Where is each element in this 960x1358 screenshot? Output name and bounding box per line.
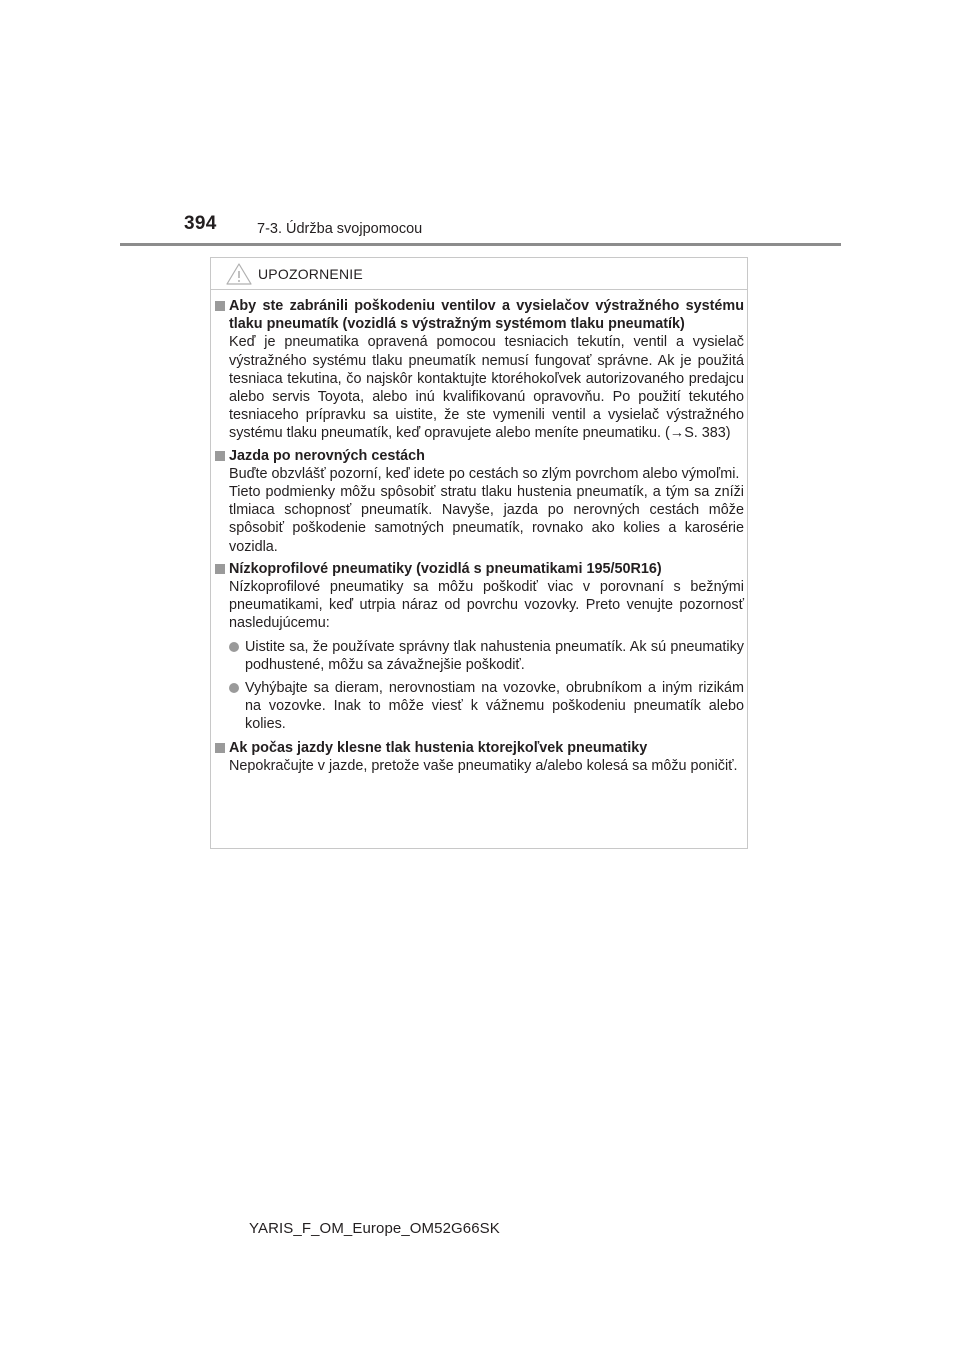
square-bullet-icon — [215, 743, 225, 753]
item-heading — [214, 447, 744, 465]
warning-triangle-icon — [225, 262, 253, 286]
section-title: 7-3. Údržba svojpomocou — [257, 221, 423, 237]
warning-header — [225, 261, 363, 287]
item-body: Keď je pneumatika opravená pomocou tesniacich tekutín, ventil a vysielač výstražného systému tlaku pneumatík nemusí fungovať správne. Ak je použitá tesniaca tekutina, čo najskôr kontaktujte ktoréhokoľvek autorizovaného predajcu alebo servis Toyota, alebo inú kvalifikovanú opravovňu. Po použití tekutého tesniaceho prípravku sa uistite, že ste vymenili ventil a vysielač výstražného systému tlaku pneumatík, keď opravujete alebo meníte pneumatiku. (→S. 383) — [229, 334, 744, 442]
warning-box — [210, 257, 748, 849]
warning-item-pressure-drop — [214, 739, 744, 775]
round-bullet-icon — [229, 683, 239, 693]
item-body: Nepokračujte v jazde, pretože vaše pneumatiky a/alebo kolesá sa môžu poničiť. — [229, 757, 738, 774]
item-heading-text: Jazda po nerovných cestách — [229, 447, 425, 464]
item-heading — [214, 297, 744, 333]
item-heading-text: Ak počas jazdy klesne tlak hustenia ktorejkoľvek pneumatiky — [229, 739, 648, 756]
item-body: Buďte obzvlášť pozorní, keď idete po cestách so zlým povrchom alebo výmoľmi. Tieto podmienky môžu spôsobiť stratu tlaku hustenia pneumatík, a tým sa zníži tlmiaca schopnosť pneumatík. Navyše, jazda po nerovných cestách môže spôsobiť poškodenie samotných pneumatík, rovnako ako kolies a karosérie vozidla. — [229, 465, 744, 555]
sub-list-item — [229, 638, 744, 674]
footer-doc-code: YARIS_F_OM_Europe_OM52G66SK — [249, 1220, 500, 1237]
square-bullet-icon — [215, 451, 225, 461]
sub-list-item — [229, 679, 744, 734]
warning-item-low-profile — [214, 560, 744, 734]
sub-list — [214, 638, 744, 734]
sub-item-text: Uistite sa, že používate správny tlak nahustenia pneumatík. Ak sú pneumatiky podhustené, môžu sa závažnejšie poškodiť. — [245, 638, 744, 673]
item-heading — [214, 739, 744, 757]
page-number: 394 — [184, 213, 217, 234]
warning-item-rough-roads — [214, 447, 744, 556]
warning-content — [214, 297, 744, 779]
round-bullet-icon — [229, 642, 239, 652]
warning-divider — [211, 289, 747, 290]
header-rule — [120, 243, 841, 246]
sub-item-text: Vyhýbajte sa dieram, nerovnostiam na vozovke, obrubníkom a iným rizikám na vozovke. Inak to môže viesť k vážnemu poškodeniu pneumatík alebo kolies. — [245, 680, 744, 733]
item-heading-text: Nízkoprofilové pneumatiky (vozidlá s pneumatikami 195/50R16) — [229, 560, 662, 577]
warning-item-valves — [214, 297, 744, 443]
square-bullet-icon — [215, 564, 225, 574]
item-heading-text: Aby ste zabránili poškodeniu ventilov a vysielačov výstražného systému tlaku pneumatík (vozidlá s výstražným systémom tlaku pneumatík) — [229, 298, 744, 333]
square-bullet-icon — [215, 301, 225, 311]
warning-label: UPOZORNENIE — [258, 266, 363, 282]
item-body: Nízkoprofilové pneumatiky sa môžu poškodiť viac v porovnaní s bežnými pneumatikami, keď utrpia náraz od povrchu vozovky. Preto venujte pozornosť nasledujúcemu: — [229, 579, 744, 632]
item-heading — [214, 560, 744, 578]
